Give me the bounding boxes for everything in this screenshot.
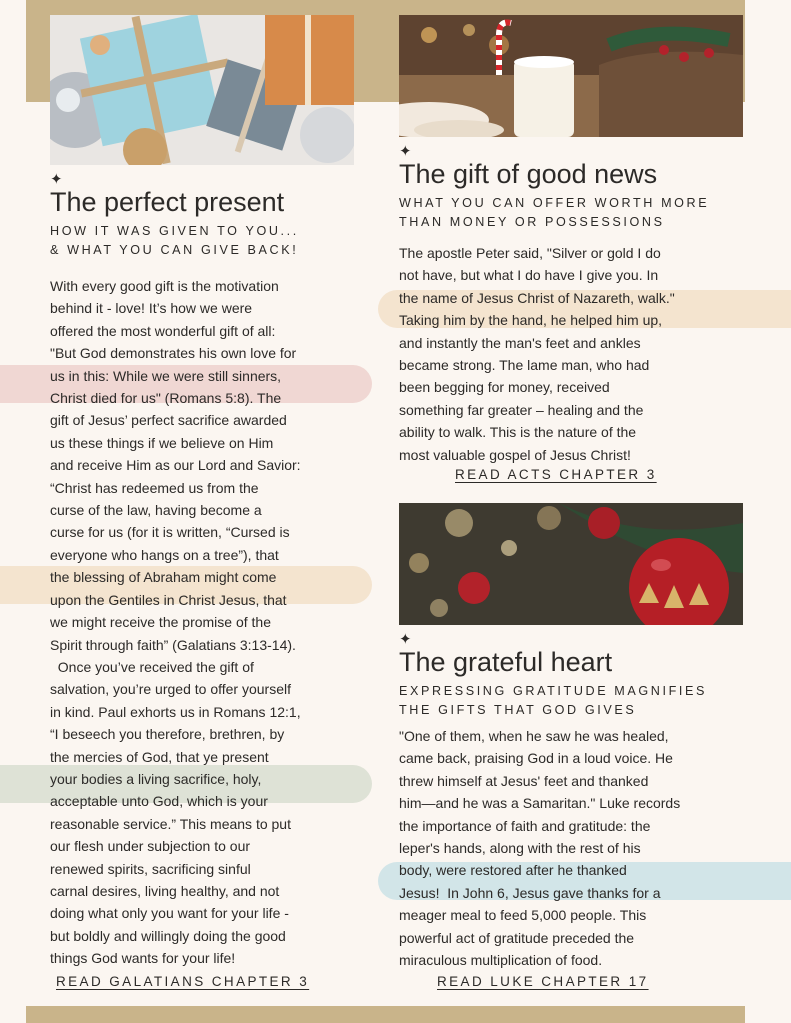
text-line: we might receive the promise of the	[50, 614, 271, 631]
text-line: powerful act of gratitude preceded the	[399, 929, 635, 946]
text-line: in kind. Paul exhorts us in Romans 12:1,	[50, 703, 301, 720]
text-line: miraculous multiplication of food.	[399, 952, 603, 969]
text-line: Once you’ve received the gift of	[50, 658, 254, 675]
text-line: Spirit through faith” (Galatians 3:13-14).	[50, 636, 296, 653]
text-line: the name of Jesus Christ of Nazareth, walk."	[399, 289, 675, 306]
text-line: the blessing of Abraham might come	[50, 569, 277, 586]
text-line: acceptable unto God, which is your	[50, 793, 268, 810]
sparkle-icon: ✦	[50, 171, 63, 188]
text-line: threw himself at Jesus' feet and thanked	[399, 772, 649, 789]
text-line: the mercies of God, that ye present	[50, 748, 269, 765]
text-line: things God wants for your life!	[50, 950, 236, 967]
section-body-text	[50, 275, 354, 970]
text-line: became strong. The lame man, who had	[399, 357, 650, 374]
subtitle-line: WHAT YOU CAN OFFER WORTH MORE	[399, 196, 710, 210]
text-line: not have, but what I do have I give you. In	[399, 267, 659, 284]
text-line: curse of the law, having become a	[50, 502, 262, 519]
text-line: gift of Jesus’ perfect sacrifice awarded	[50, 412, 287, 429]
text-line: the importance of faith and gratitude: the	[399, 817, 651, 834]
text-line: meager meal to feed 5,000 people. This	[399, 907, 647, 924]
text-line: reasonable service.” This means to put	[50, 815, 291, 832]
section-subtitle	[399, 194, 709, 232]
subtitle-line: THE GIFTS THAT GOD GIVES	[399, 703, 637, 717]
section-body-text	[399, 242, 735, 466]
text-line: us in this: While we were still sinners,	[50, 367, 282, 384]
section-title-perfect-present: The perfect present	[50, 187, 285, 217]
text-line: “I beseech you therefore, brethren, by	[50, 726, 285, 743]
text-line: us these things if we believe on Him	[50, 434, 274, 451]
sparkle-icon: ✦	[399, 143, 412, 160]
text-line: body, were restored after he thanked	[399, 862, 627, 879]
subtitle-line: & WHAT YOU CAN GIVE BACK!	[50, 243, 299, 257]
text-line: leper's hands, along with the rest of his	[399, 840, 641, 857]
bottom-decorative-band	[26, 1006, 745, 1023]
text-line: most valuable gospel of Jesus Christ!	[399, 446, 631, 463]
text-line: salvation, you’re urged to offer yourself	[50, 681, 291, 698]
text-line: something far greater – healing and the	[399, 401, 644, 418]
text-line: Taking him by the hand, he helped him up,	[399, 312, 663, 329]
text-line: came back, praising God in a loud voice. He	[399, 750, 673, 767]
text-line: upon the Gentiles in Christ Jesus, that	[50, 591, 287, 608]
section-title-good-news: The gift of good news	[399, 159, 658, 189]
read-luke-link[interactable]: READ LUKE CHAPTER 17	[437, 974, 649, 989]
christmas-ornaments-photo	[399, 503, 743, 625]
text-line: and instantly the man's feet and ankles	[399, 334, 641, 351]
text-line: ability to walk. This is the nature of the	[399, 424, 637, 441]
text-line: “Christ has redeemed us from the	[50, 479, 259, 496]
read-acts-link[interactable]: READ ACTS CHAPTER 3	[455, 467, 657, 482]
text-line: doing what only you want for your life -	[50, 905, 289, 922]
text-line: "One of them, when he saw he was healed,	[399, 728, 669, 744]
text-line: offered the most wonderful gift of all:	[50, 322, 276, 339]
subtitle-line: EXPRESSING GRATITUDE MAGNIFIES	[399, 684, 707, 698]
text-line: The apostle Peter said, "Silver or gold I do	[399, 245, 661, 261]
text-line: curse for us (for it is written, “Cursed is	[50, 524, 290, 541]
subtitle-line: HOW IT WAS GIVEN TO YOU...	[50, 224, 299, 238]
gift-boxes-photo	[50, 15, 354, 165]
text-line: been begging for money, received	[399, 379, 610, 396]
text-line: "But God demonstrates his own love for	[50, 345, 297, 362]
text-line: your bodies a living sacrifice, holy,	[50, 770, 262, 787]
read-galatians-link[interactable]: READ GALATIANS CHAPTER 3	[56, 974, 310, 989]
text-line: carnal desires, living healthy, and not	[50, 882, 280, 899]
milk-candy-cane-photo	[399, 15, 743, 137]
text-line: our flesh under subjection to our	[50, 838, 251, 855]
text-line: Christ died for us" (Romans 5:8). The	[50, 390, 282, 407]
section-subtitle	[50, 222, 299, 260]
section-body-text	[399, 725, 735, 971]
text-line: him—and he was a Samaritan." Luke records	[399, 795, 681, 812]
sparkle-icon: ✦	[399, 631, 412, 648]
text-line: renewed spirits, sacrificing sinful	[50, 860, 251, 877]
subtitle-line: THAN MONEY OR POSSESSIONS	[399, 215, 665, 229]
section-subtitle	[399, 682, 707, 720]
text-line: behind it - love! It’s how we were	[50, 300, 253, 317]
text-line: With every good gift is the motivation	[50, 278, 279, 294]
section-title-grateful-heart: The grateful heart	[399, 647, 613, 677]
text-line: but boldly and willingly doing the good	[50, 927, 286, 944]
text-line: everyone who hangs on a tree”), that	[50, 546, 279, 563]
text-line: and receive Him as our Lord and Savior:	[50, 457, 301, 474]
text-line: Jesus! In John 6, Jesus gave thanks for a	[399, 884, 661, 901]
